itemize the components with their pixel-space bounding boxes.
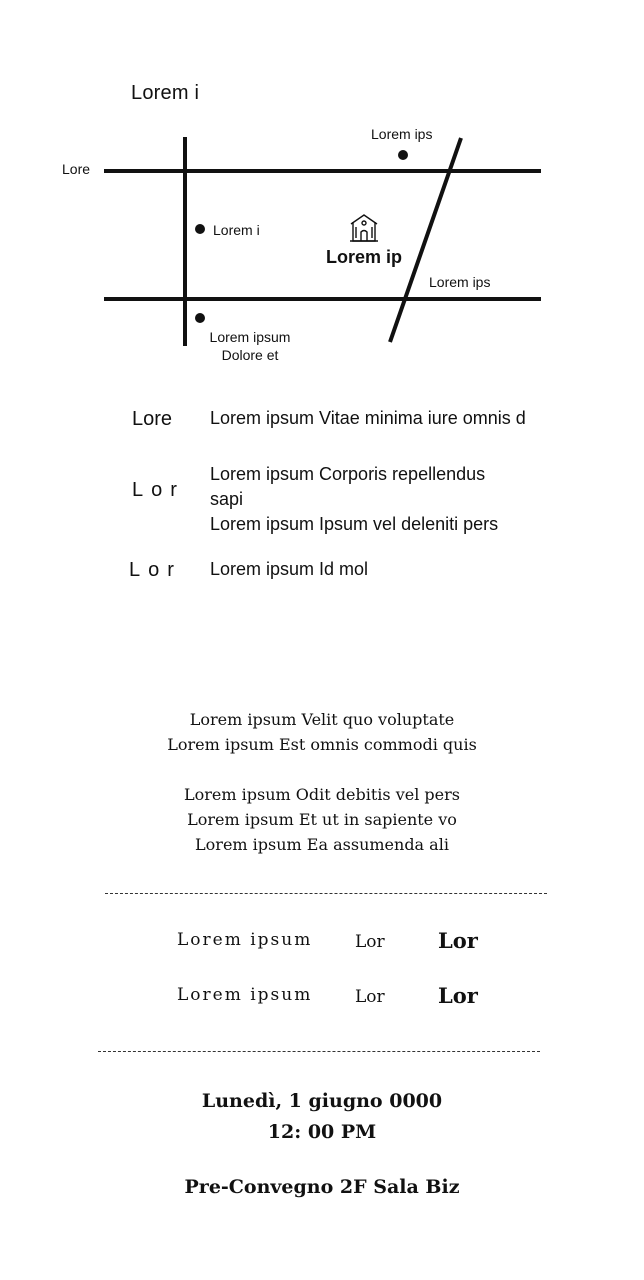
notes-line: Lorem ipsum Et ut in sapiente vo xyxy=(187,810,457,829)
map-label-top-right: Lorem ips xyxy=(371,126,433,142)
divider-top xyxy=(105,893,547,894)
info-label-3: Lor xyxy=(129,559,182,581)
notes-line: Lorem ipsum Ea assumenda ali xyxy=(195,835,449,854)
map-title: Lorem i xyxy=(131,82,200,104)
house-icon xyxy=(350,215,378,241)
notes-line: Lorem ipsum Velit quo voluptate xyxy=(189,710,455,729)
table-cell-name: Lorem ipsum xyxy=(177,985,313,1005)
info-line: Lorem ipsum Vitae minima iure omnis d xyxy=(210,408,526,428)
info-text-2 xyxy=(210,462,540,537)
map-label-bottom xyxy=(205,328,295,364)
marker-dot-top-right xyxy=(398,150,408,160)
notes-line: Lorem ipsum Est omnis commodi quis xyxy=(167,735,477,754)
info-text-1 xyxy=(210,406,540,431)
info-line: Lorem ipsum Corporis repellendus xyxy=(210,464,486,484)
info-label-2: Lor xyxy=(132,479,185,501)
map-section xyxy=(0,0,644,380)
map-label-mid-left: Lorem i xyxy=(213,222,260,238)
info-line: sapi xyxy=(210,489,244,509)
info-line: Lorem ipsum Id mol xyxy=(210,559,369,579)
event-venue: Pre-Convegno 2F Sala Biz xyxy=(184,1176,460,1198)
info-label-1: Lore xyxy=(132,408,173,430)
event-time: 12: 00 PM xyxy=(267,1121,377,1143)
divider-bottom xyxy=(98,1051,540,1052)
marker-dot-mid-left xyxy=(195,224,205,234)
event-date: Lunedì, 1 giugno 0000 xyxy=(201,1090,443,1112)
table-cell-value: Lor xyxy=(438,983,478,1008)
table-cell-mid: Lor xyxy=(355,987,385,1007)
notes-line: Lorem ipsum Odit debitis vel pers xyxy=(184,785,460,804)
table-cell-mid: Lor xyxy=(355,932,385,952)
map-drawing xyxy=(0,0,644,380)
info-line: Lorem ipsum Ipsum vel deleniti pers xyxy=(210,514,499,534)
map-label-center: Lorem ip xyxy=(326,247,403,267)
diagonal-road xyxy=(390,138,461,342)
info-text-3 xyxy=(210,557,540,582)
map-label-right-road: Lorem ips xyxy=(429,274,491,290)
map-label-bottom-line2: Dolore et xyxy=(221,347,279,363)
table-row xyxy=(0,985,644,1015)
map-label-left-road: Lore xyxy=(62,161,91,177)
marker-dot-bottom xyxy=(195,313,205,323)
table-cell-name: Lorem ipsum xyxy=(177,930,313,950)
map-label-bottom-line1: Lorem ipsum xyxy=(209,329,291,345)
table-row xyxy=(0,930,644,960)
table-cell-value: Lor xyxy=(438,928,478,953)
notes-block xyxy=(0,707,644,857)
